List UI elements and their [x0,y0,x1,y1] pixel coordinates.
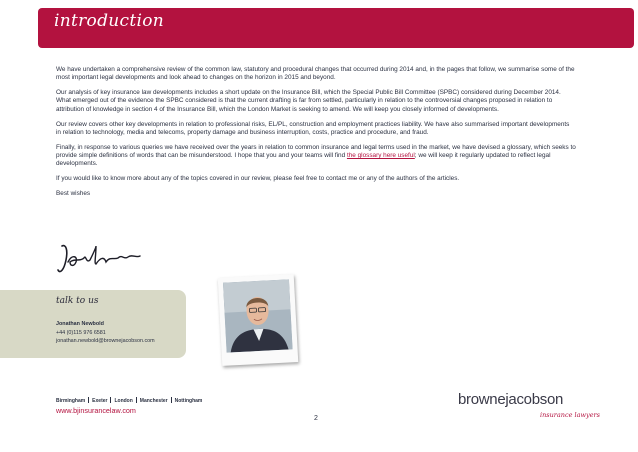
paragraph-contact: If you would like to know more about any of the topics covered in our review, please feel free to contact me or any of the authors of the articles. [56,175,460,183]
handwritten-signature [56,240,146,280]
office-separator [88,397,89,403]
office-london: London [114,398,133,404]
office-birmingham: Birmingham [56,398,86,404]
website-link[interactable]: www.bjinsurancelaw.com [56,406,136,415]
contact-name: Jonathan Newbold [56,321,104,327]
contact-heading: talk to us [56,296,99,306]
paragraph-review-scope: Our review covers other key developments in relation to professional risks, EL/PL, construction and employment practices liability. We have also summarised important developments in relation to technology, media and telecoms, property damage and business interruption, costs, practice and procedure, and fraud. [56,120,570,136]
office-locations [56,397,202,404]
person-icon [223,279,293,352]
glossary-text-after: ; we will keep it regularly updated to reflect legal developments. [56,152,551,168]
office-manchester: Manchester [139,398,168,404]
section-header-banner [38,8,634,48]
paragraph-intro: We have undertaken a comprehensive review of the common law, statutory and procedural changes that occurred during 2014 and, in the pages that follow, we summarise some of the most important legal developments and look ahead to changes on the horizon in 2015 and beyond. [56,66,575,82]
contact-phone[interactable]: +44 (0)115 976 6581 [56,330,106,336]
body-text [56,66,576,205]
contact-email[interactable]: jonathan.newbold@brownejacobson.com [56,338,155,344]
page-number: 2 [314,415,318,422]
office-nottingham: Nottingham [174,398,203,404]
paragraph-glossary [56,144,576,169]
page-title: introduction [54,11,164,31]
glossary-link[interactable]: the glossary here useful [346,152,415,160]
portrait-image [223,279,293,352]
office-separator [110,397,111,403]
office-separator [136,397,137,403]
portrait-photo [218,274,299,366]
brand-tagline: insurance lawyers [540,411,600,419]
office-separator [171,397,172,403]
office-exeter: Exeter [92,398,108,404]
brand-logo: brownejacobson [458,391,564,408]
paragraph-insurance-bill: Our analysis of key insurance law developments includes a short update on the Insurance Bill, which the Special Public Bill Committee (SPBC) considered during December 2014. What emerged out of the evidence the SPBC considered is that the current drafting is far from settled, particularly in relation to the controversial changes proposed in relation to attribution of knowledge in section 4 of the Insurance Bill, which the London Market is seeking to amend. We will keep you closely informed of developments. [56,89,561,113]
glossary-text-before: Finally, in response to various queries we have received over the years in relation to common insurance and legal terms used in the market, we have devised a glossary, which seeks to provide simple definitions of words that can be misunderstood. I hope that you and your teams will find [56,143,576,160]
sign-off: Best wishes [56,190,91,198]
